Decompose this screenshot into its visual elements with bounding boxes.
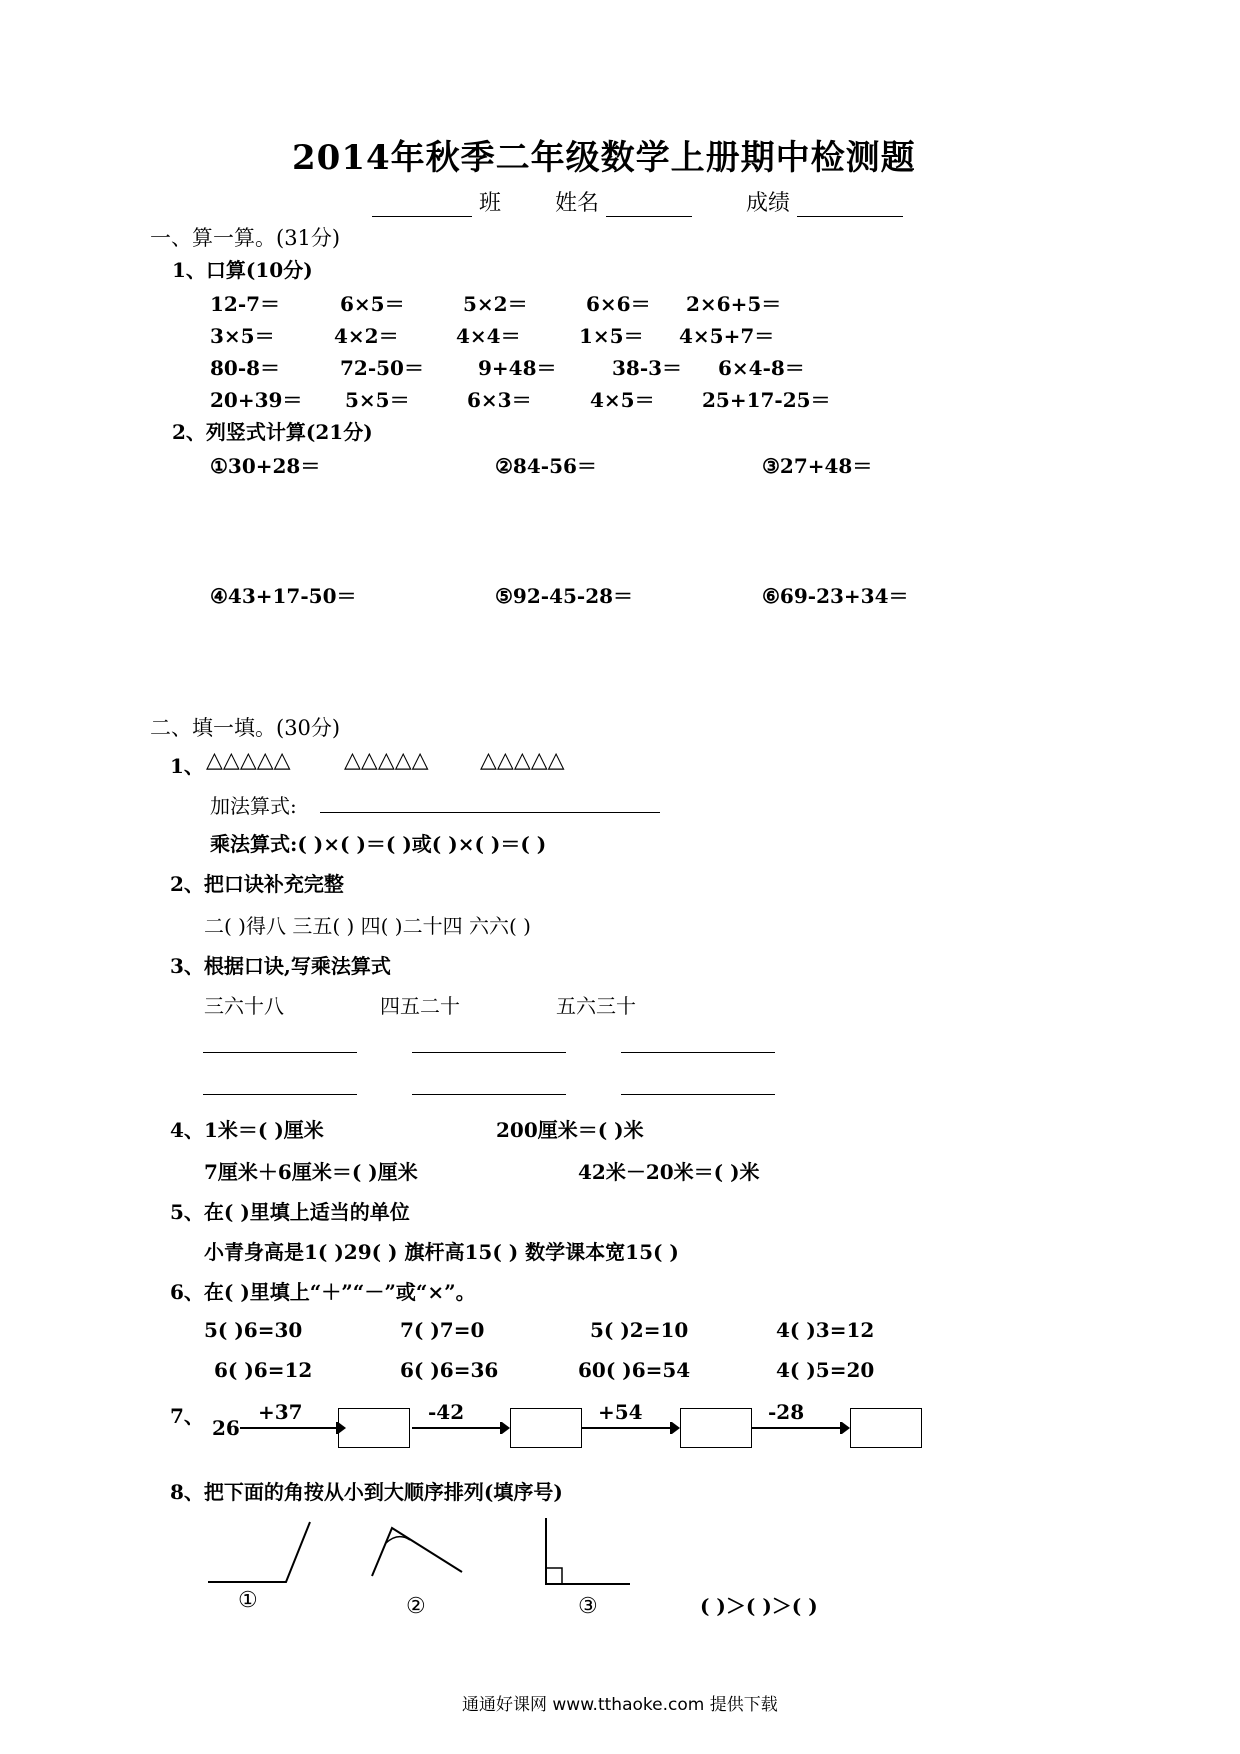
chain-operation: +54 <box>598 1400 643 1424</box>
rhyme-item: 三六十八 <box>204 994 284 1018</box>
operator-fill-item: 5( )2=10 <box>590 1318 689 1342</box>
angle-label: ① <box>238 1588 258 1613</box>
mental-math-item: 5×5＝ <box>345 388 410 412</box>
part2-heading: 二、填一填。(30分) <box>150 716 341 740</box>
page-title: 2014年秋季二年级数学上册期中检测题 <box>292 138 916 178</box>
angle-order-answer: ( )＞( )＞( ) <box>700 1594 818 1618</box>
operator-fill-item: 4( )3=12 <box>776 1318 875 1342</box>
addition-label: 加法算式: <box>210 794 297 818</box>
angle-label: ③ <box>578 1594 598 1619</box>
obtuse-angle-figure <box>208 1522 310 1582</box>
right-angle-figure <box>546 1518 630 1584</box>
mental-math-item: 4×4＝ <box>456 324 521 348</box>
multiplication-rhyme-line: 二( )得八 三五( ) 四( )二十四 六六( ) <box>204 914 531 938</box>
mental-math-item: 2×6+5＝ <box>686 292 782 316</box>
mental-math-item: 3×5＝ <box>210 324 275 348</box>
operator-fill-item: 6( )6=12 <box>214 1358 313 1382</box>
vertical-calc-item: ⑤92-45-28＝ <box>495 584 634 608</box>
mental-math-item: 6×6＝ <box>586 292 651 316</box>
unit-conversion-item: 1米＝( )厘米 <box>204 1118 324 1142</box>
mental-math-item: 9+48＝ <box>478 356 557 380</box>
q3-label: 3、根据口诀,写乘法算式 <box>170 954 391 978</box>
q4-number: 4、 <box>170 1118 204 1142</box>
part1-q2-label: 2、列竖式计算(21分) <box>172 420 373 444</box>
mental-math-item: 4×5＝ <box>590 388 655 412</box>
mental-math-item: 6×4-8＝ <box>718 356 805 380</box>
angle-label: ② <box>406 1594 426 1619</box>
triangle-group: △△△△△ <box>344 748 429 773</box>
mental-math-item: 12-7＝ <box>210 292 281 316</box>
vertical-calc-item: ④43+17-50＝ <box>210 584 357 608</box>
operator-fill-item: 7( )7=0 <box>400 1318 485 1342</box>
mental-math-item: 1×5＝ <box>579 324 644 348</box>
chain-operation: -28 <box>768 1400 805 1424</box>
acute-angle-figure <box>372 1528 462 1576</box>
rhyme-item: 四五二十 <box>380 994 460 1018</box>
vertical-calc-item: ①30+28＝ <box>210 454 321 478</box>
chain-start-value: 26 <box>212 1416 240 1440</box>
multiplication-line: 乘法算式:( )×( )＝( )或( )×( )＝( ) <box>210 832 547 856</box>
unit-conversion-item: 42米－20米＝( )米 <box>578 1160 760 1184</box>
rhyme-item: 五六三十 <box>556 994 636 1018</box>
part1-heading: 一、算一算。(31分) <box>150 226 341 250</box>
part1-q1-label: 1、口算(10分) <box>172 258 313 282</box>
mental-math-item: 38-3＝ <box>612 356 683 380</box>
mental-math-item: 72-50＝ <box>340 356 424 380</box>
score-label: 成绩 <box>746 191 791 216</box>
mental-math-item: 80-8＝ <box>210 356 281 380</box>
q5-label: 5、在( )里填上适当的单位 <box>170 1200 410 1224</box>
unit-conversion-item: 200厘米＝( )米 <box>496 1118 644 1142</box>
mental-math-item: 25+17-25＝ <box>702 388 831 412</box>
operator-fill-item: 6( )6=36 <box>400 1358 499 1382</box>
mental-math-item: 4×2＝ <box>334 324 399 348</box>
mental-math-item: 6×5＝ <box>340 292 405 316</box>
vertical-calc-item: ③27+48＝ <box>762 454 873 478</box>
operator-fill-item: 60( )6=54 <box>578 1358 691 1382</box>
mental-math-item: 6×3＝ <box>467 388 532 412</box>
operator-fill-item: 4( )5=20 <box>776 1358 875 1382</box>
name-label: 姓名 <box>555 191 600 216</box>
mental-math-item: 4×5+7＝ <box>679 324 775 348</box>
triangle-group: △△△△△ <box>480 748 565 773</box>
unit-conversion-item: 7厘米＋6厘米＝( )厘米 <box>204 1160 418 1184</box>
mental-math-item: 20+39＝ <box>210 388 303 412</box>
chain-operation: +37 <box>258 1400 303 1424</box>
vertical-calc-item: ⑥69-23+34＝ <box>762 584 909 608</box>
triangle-group: △△△△△ <box>206 748 291 773</box>
operator-fill-item: 5( )6=30 <box>204 1318 303 1342</box>
q8-label: 8、把下面的角按从小到大顺序排列(填序号) <box>170 1480 563 1504</box>
vertical-calc-item: ②84-56＝ <box>495 454 597 478</box>
q2-label: 2、把口诀补充完整 <box>170 872 344 896</box>
q7-number: 7、 <box>170 1404 204 1428</box>
mental-math-item: 5×2＝ <box>463 292 528 316</box>
q6-label: 6、在( )里填上“＋”“－”或“×”。 <box>170 1280 476 1304</box>
class-label: 班 <box>479 191 502 216</box>
unit-fill-line: 小青身高是1( )29( ) 旗杆高15( ) 数学课本宽15( ) <box>204 1240 679 1264</box>
footer-source: 通通好课网 www.tthaoke.com 提供下载 <box>462 1695 778 1715</box>
chain-operation: -42 <box>428 1400 465 1424</box>
q1-number: 1、 <box>170 754 204 778</box>
